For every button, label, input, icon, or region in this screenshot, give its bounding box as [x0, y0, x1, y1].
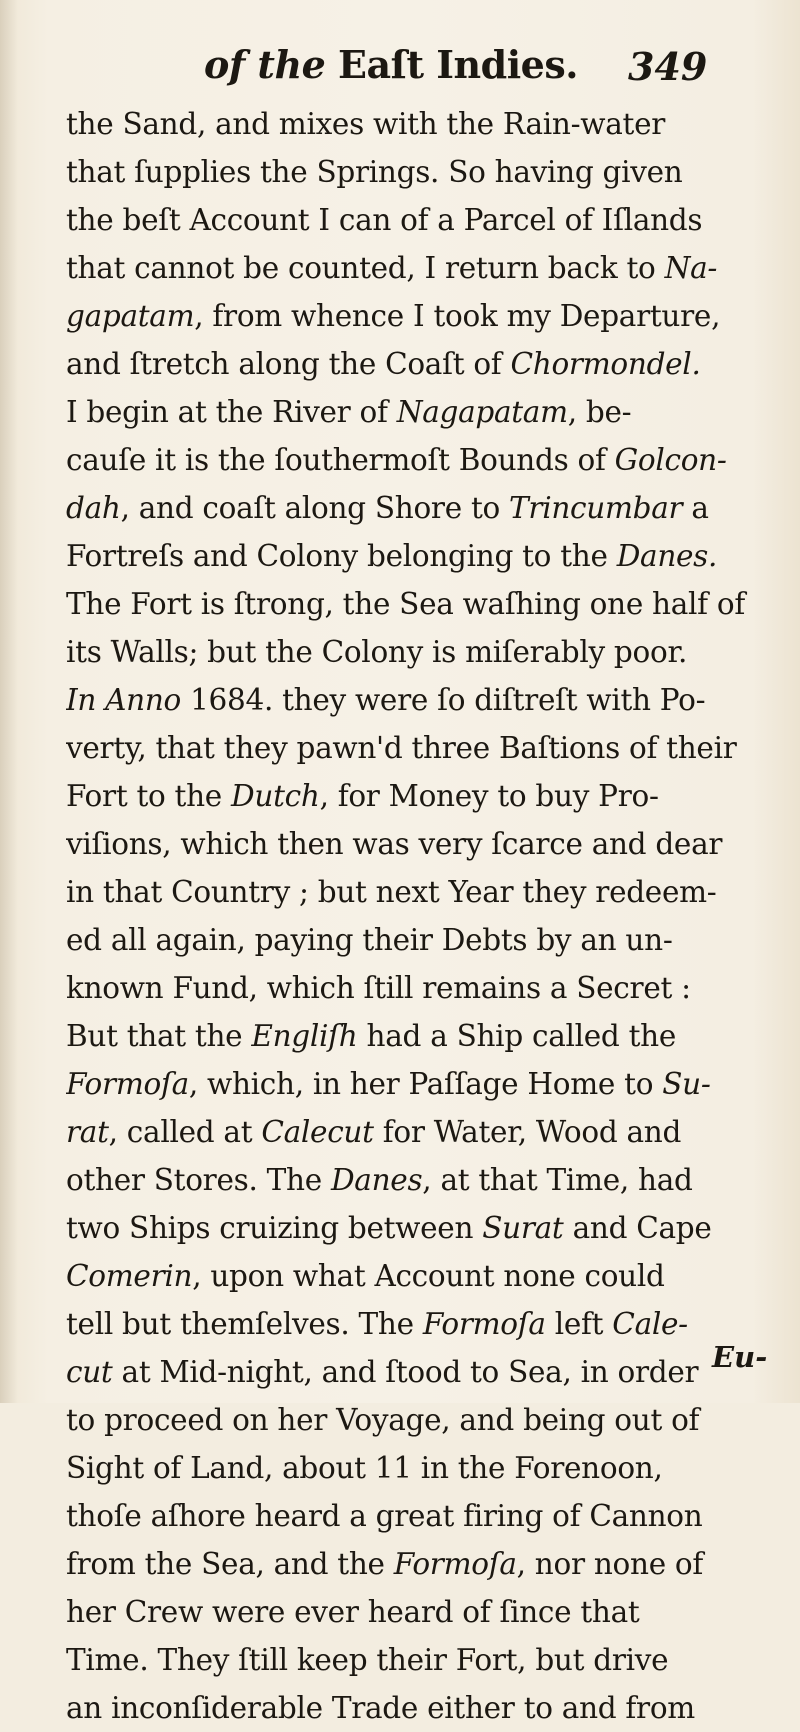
text-line	[66, 1300, 766, 1348]
text-line	[66, 196, 766, 244]
text-line	[66, 484, 766, 532]
text-line	[66, 1204, 766, 1252]
running-title	[204, 42, 578, 87]
text-segment: the beſt Account I can of a Parcel of Iſlands	[66, 203, 703, 237]
text-segment: that ſupplies the Springs. So having given	[66, 155, 683, 189]
text-line	[66, 436, 766, 484]
text-segment: thoſe aſhore heard a great firing of Cannon	[66, 1499, 703, 1533]
text-line	[66, 916, 766, 964]
text-line	[66, 868, 766, 916]
text-segment: left	[545, 1307, 613, 1341]
text-line	[66, 388, 766, 436]
text-segment: I begin at the River of	[66, 395, 397, 429]
italic-text-segment: Na-	[664, 251, 718, 285]
text-segment: at Mid-night, and ſtood to Sea, in order	[112, 1355, 699, 1389]
running-title-prefix: of the	[204, 42, 326, 87]
text-line	[66, 100, 766, 148]
text-segment: , at that Time, had	[422, 1163, 693, 1197]
italic-text-segment: Engliſh	[251, 1019, 358, 1053]
running-title-main: Eaſt Indies.	[338, 42, 578, 87]
italic-text-segment: rat	[66, 1115, 109, 1149]
text-segment: verty, that they pawn'd three Baſtions of their	[66, 731, 737, 765]
italic-text-segment: Su-	[662, 1067, 711, 1101]
text-segment: Fortreſs and Colony belonging to the	[66, 539, 617, 573]
text-segment: other Stores. The	[66, 1163, 331, 1197]
text-segment: , and coaſt along Shore to	[120, 491, 510, 525]
text-segment: and ſtretch along the Coaſt of	[66, 347, 511, 381]
text-segment: the Sand, and mixes with the Rain-water	[66, 107, 666, 141]
text-segment: tell but themſelves. The	[66, 1307, 423, 1341]
text-line	[66, 1156, 766, 1204]
text-segment: , called at	[108, 1115, 262, 1149]
text-line	[66, 292, 766, 340]
body-text	[66, 100, 766, 1732]
text-segment: had a Ship called the	[357, 1019, 676, 1053]
text-line	[66, 964, 766, 1012]
text-segment: The Fort is ſtrong, the Sea waſhing one half of	[66, 587, 745, 621]
italic-text-segment: Danes	[330, 1163, 423, 1197]
page-gutter-shadow	[0, 0, 18, 1403]
text-line	[66, 1060, 766, 1108]
italic-text-segment: dah	[66, 491, 121, 525]
text-segment: that cannot be counted, I return back to	[66, 251, 665, 285]
text-segment: Fort to the	[66, 779, 232, 813]
text-line	[66, 772, 766, 820]
text-segment: known Fund, which ſtill remains a Secret :	[66, 971, 691, 1005]
text-segment: , from whence I took my Departure,	[194, 299, 721, 333]
text-segment: Sight of Land, about 11 in the Forenoon,	[66, 1451, 663, 1485]
text-line	[66, 1108, 766, 1156]
text-segment: , be-	[567, 395, 632, 429]
text-segment: its Walls; but the Colony is miſerably poor.	[66, 635, 688, 669]
text-segment: her Crew were ever heard of ſince that	[66, 1595, 640, 1629]
italic-text-segment: Calecut	[261, 1115, 374, 1149]
text-line	[66, 244, 766, 292]
text-line	[66, 1348, 766, 1396]
text-line	[66, 532, 766, 580]
text-segment: viſions, which then was very ſcarce and dear	[66, 827, 723, 861]
text-segment: in that Country ; but next Year they redeem-	[66, 875, 717, 909]
italic-text-segment: Dutch	[231, 779, 320, 813]
text-segment: and Cape	[563, 1211, 712, 1245]
text-line	[66, 1636, 766, 1684]
page-number: 349	[628, 44, 708, 89]
italic-text-segment: Nagapatam	[396, 395, 568, 429]
italic-text-segment: gapatam	[66, 299, 195, 333]
italic-text-segment: In Anno	[66, 683, 181, 717]
text-segment: Time. They ſtill keep their Fort, but drive	[66, 1643, 669, 1677]
text-segment: two Ships cruizing between	[66, 1211, 483, 1245]
text-segment: But that the	[66, 1019, 252, 1053]
italic-text-segment: Comerin	[66, 1259, 193, 1293]
text-line	[66, 1252, 766, 1300]
text-segment: , upon what Account none could	[192, 1259, 665, 1293]
text-line	[66, 1492, 766, 1540]
text-line	[66, 1396, 766, 1444]
text-line	[66, 340, 766, 388]
text-segment: ed all again, paying their Debts by an un-	[66, 923, 673, 957]
text-segment: 1684. they were ſo diſtreſt with Po-	[181, 683, 706, 717]
italic-text-segment: Formoſa	[393, 1547, 517, 1581]
text-line	[66, 676, 766, 724]
text-line	[66, 724, 766, 772]
italic-text-segment: Golcon-	[614, 443, 727, 477]
italic-text-segment: cut	[66, 1355, 113, 1389]
text-segment: for Water, Wood and	[373, 1115, 682, 1149]
text-segment: , nor none of	[516, 1547, 704, 1581]
italic-text-segment: Trincumbar	[509, 491, 683, 525]
italic-text-segment: Formoſa	[66, 1067, 189, 1101]
italic-text-segment: Danes.	[616, 539, 718, 573]
text-segment: a	[682, 491, 709, 525]
italic-text-segment: Cale-	[612, 1307, 688, 1341]
catchword: Eu-	[712, 1340, 768, 1374]
text-line	[66, 820, 766, 868]
text-segment: cauſe it is the ſouthermoſt Bounds of	[66, 443, 615, 477]
text-line	[66, 580, 766, 628]
text-line	[66, 1540, 766, 1588]
italic-text-segment: Surat	[482, 1211, 564, 1245]
text-line	[66, 1588, 766, 1636]
text-line	[66, 1012, 766, 1060]
text-segment: to proceed on her Voyage, and being out of	[66, 1403, 700, 1437]
italic-text-segment: Formoſa	[422, 1307, 546, 1341]
text-segment: , which, in her Paſſage Home to	[188, 1067, 663, 1101]
text-line	[66, 1684, 766, 1732]
text-segment: an inconſiderable Trade either to and from	[66, 1691, 695, 1725]
italic-text-segment: Chormondel.	[510, 347, 701, 381]
text-segment: , for Money to buy Pro-	[319, 779, 659, 813]
text-line	[66, 148, 766, 196]
text-line	[66, 1444, 766, 1492]
text-line	[66, 628, 766, 676]
page-header	[0, 42, 800, 98]
text-segment: from the Sea, and the	[66, 1547, 394, 1581]
